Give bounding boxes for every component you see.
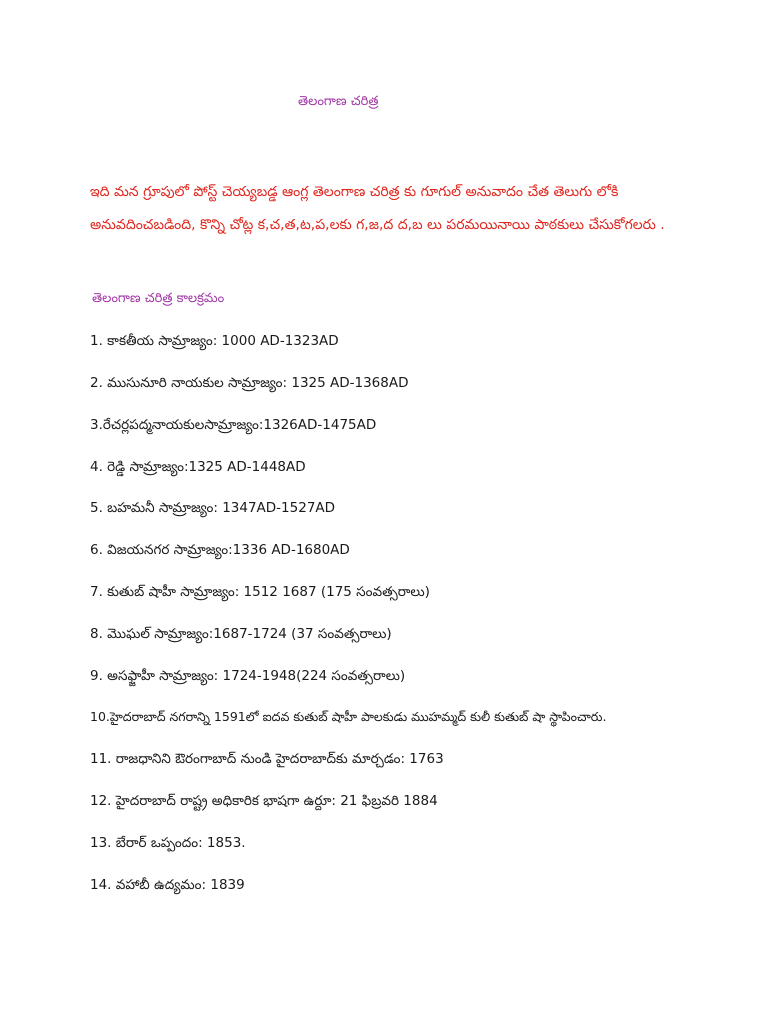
timeline-item-1: 1. కాకతీయ సామ్రాజ్యం: 1000 AD-1323AD (90, 333, 339, 349)
timeline-item-11: 11. రాజధానిని ఔరంగాబాద్ నుండి హైదరాబాద్‌కు మార్చడం: 1763 (90, 751, 444, 767)
timeline-item-9: 9. అసఫ్జాహీ సామ్రాజ్యం: 1724-1948(224 సంవత్సరాలు) (90, 668, 406, 684)
timeline-item-4: 4. రెడ్డి సామ్రాజ్యం:1325 AD-1448AD (90, 459, 306, 475)
intro-line-1: ఇది మన గ్రూపులో పోస్ట్ చెయ్యబడ్డ ఆంగ్ల తెలంగాణ చరిత్ర కు గూగుల్ అనువాదం చేత తెలుగు లోకి (90, 184, 619, 200)
intro-line-2: అనువదించబడింది, కొన్ని చోట్ల క,చ,త,ట,ప,లకు గ,జ,ద ద,బ లు పరమయినాయి పాఠకులు చేసుకోగలరు . (90, 217, 665, 233)
intro-paragraph (90, 176, 730, 242)
timeline-item-8: 8. మొఘల్ సామ్రాజ్యం:1687-1724 (37 సంవత్సరాలు) (90, 626, 392, 642)
timeline-item-3: 3.రేచర్లపద్మనాయకులసామ్రాజ్యం:1326AD-1475AD (90, 417, 377, 433)
timeline-item-12: 12. హైదరాబాద్ రాష్ట్ర అధికారిక భాషగా ఉర్దూ: 21 ఫిబ్రవరి 1884 (90, 793, 438, 809)
timeline-item-5: 5. బహమనీ సామ్రాజ్యం: 1347AD-1527AD (90, 500, 336, 516)
document-title: తెలంగాణ చరిత్ర (298, 94, 379, 109)
timeline-item-6: 6. విజయనగర సామ్రాజ్యం:1336 AD-1680AD (90, 542, 350, 558)
timeline-item-10: 10.హైదరాబాద్ నగరాన్ని 1591లో ఐదవ కుతుబ్ షాహీ పాలకుడు ముహమ్మద్ కులీ కుతుబ్ షా స్థాపించారు. (90, 709, 607, 724)
timeline-item-2: 2. ముసునూరి నాయకుల సామ్రాజ్యం: 1325 AD-1368AD (90, 375, 409, 391)
timeline-item-7: 7. కుతుబ్ షాహీ సామ్రాజ్యం: 1512 1687 (175 సంవత్సరాలు) (90, 584, 430, 600)
timeline-item-14: 14. వహాబీ ఉద్యమం: 1839 (90, 877, 245, 893)
timeline-item-13: 13. బేరార్ ఒప్పందం: 1853. (90, 835, 246, 851)
timeline-heading: తెలంగాణ చరిత్ర కాలక్రమం (92, 291, 225, 306)
